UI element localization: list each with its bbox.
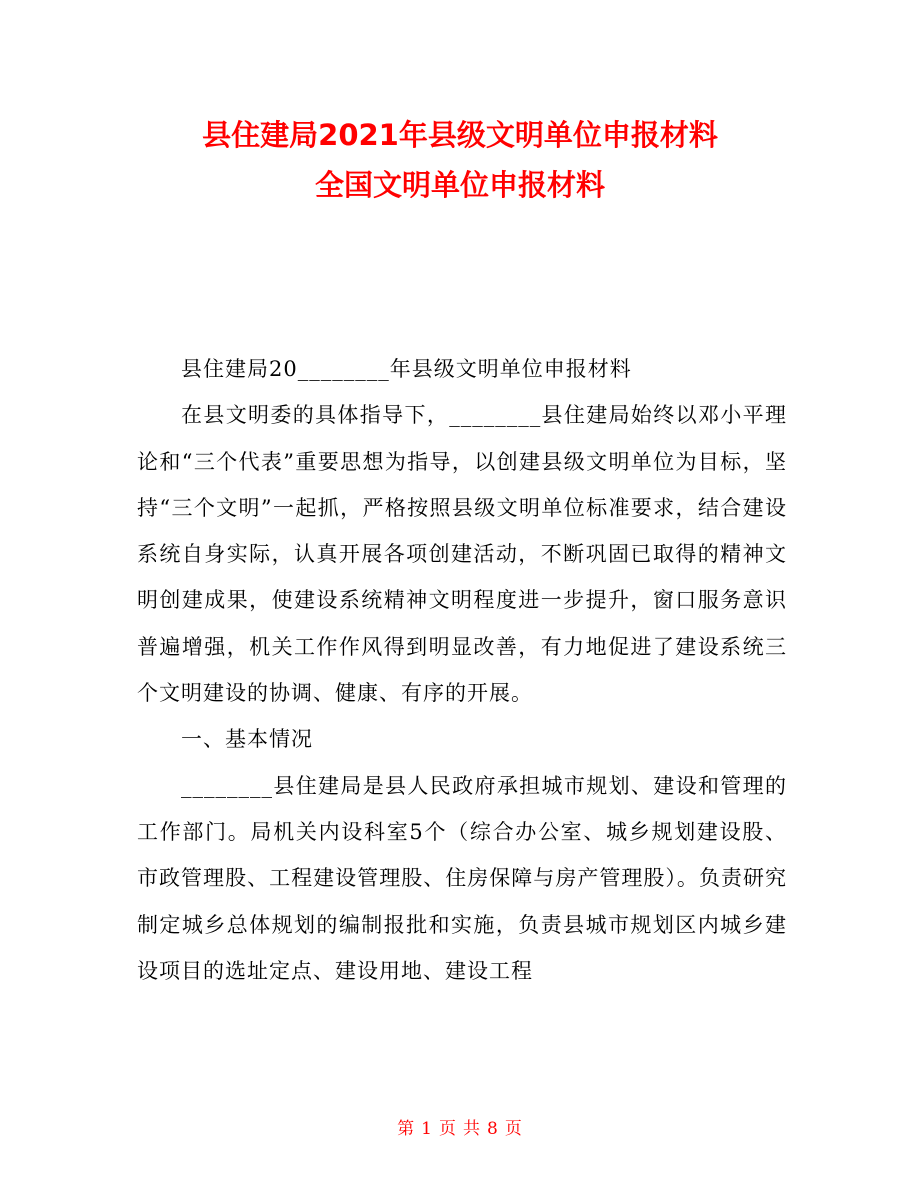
section-heading xyxy=(137,716,787,762)
paragraph-text: 县住建局始终以邓小平理论和“三个代表”重要思想为指导，以创建县级文明单位为目标，坚持“三个文明”一起抓，严格按照县级文明单位标准要求，结合建设系统自身实际，认真开展各项创建活动，不断巩固已取得的精神文明创建成果，使建设系统精神文明程度进一步提升，窗口服务意识普遍增强，机关工作作风得到明显改善，有力地促进了建设系统三个文明建设的协调、健康、有序的开展。 xyxy=(137,403,788,706)
paragraph-text: 县住建局20 xyxy=(181,357,298,381)
footer-label-total: 共 xyxy=(463,1119,481,1139)
document-title xyxy=(0,110,920,210)
fill-in-blank: ________ xyxy=(297,357,390,381)
footer-label-page: 第 xyxy=(397,1119,416,1139)
page-footer xyxy=(0,1114,920,1139)
paragraph-heading xyxy=(137,346,787,392)
section-heading-text: 一、基本情况 xyxy=(181,727,313,752)
footer-label-total-unit: 页 xyxy=(504,1119,523,1139)
paragraph-text: 县住建局是县人民政府承担城市规划、建设和管理的工作部门。局机关内设科室5个（综合办公室、城乡规划建设股、市政管理股、工程建设管理股、住房保障与房产管理股）。负责研究制定城乡总体规划的编制报批和实施，负责县城市规划区内城乡建设项目的选址定点、建设用地、建设工程 xyxy=(137,773,787,983)
paragraph-text: 在县文明委的具体指导下， xyxy=(181,403,450,428)
fill-in-blank: ________ xyxy=(449,403,542,428)
paragraph-intro xyxy=(137,392,787,716)
footer-total-pages: 8 xyxy=(487,1119,499,1139)
paragraph-basic-info xyxy=(137,763,787,994)
paragraph-text: 年县级文明单位申报材料 xyxy=(389,357,632,381)
title-line-1: 县住建局2021年县级文明单位申报材料 xyxy=(202,118,718,152)
footer-current-page: 1 xyxy=(421,1119,433,1139)
footer-label-page-unit: 页 xyxy=(439,1119,457,1139)
fill-in-blank: ________ xyxy=(181,773,273,798)
document-body xyxy=(137,346,787,994)
title-line-2: 全国文明单位申报材料 xyxy=(314,168,605,202)
